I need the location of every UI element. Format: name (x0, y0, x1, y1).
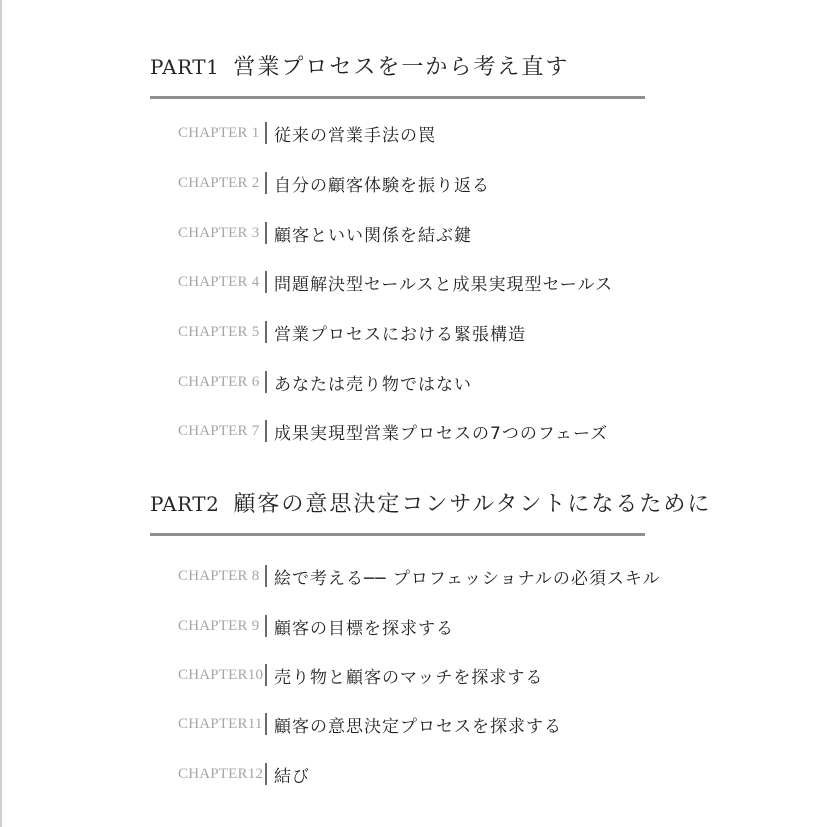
chapter-separator (265, 222, 267, 244)
chapter-entry[interactable] (178, 218, 472, 248)
part-divider (150, 96, 645, 99)
chapter-title: 問題解決型セールスと成果実現型セールス (274, 274, 613, 295)
chapter-entry[interactable] (178, 759, 310, 789)
chapter-entry[interactable] (178, 416, 608, 446)
chapter-number: CHAPTER 6 (178, 373, 260, 390)
chapter-title: 顧客の目標を探求する (274, 618, 454, 639)
part-divider (150, 533, 645, 536)
chapter-title: 絵で考える── プロフェッショナルの必須スキル (274, 568, 661, 589)
chapter-title: 従来の営業手法の罠 (274, 125, 436, 146)
chapter-entry[interactable] (178, 611, 454, 641)
chapter-separator (265, 763, 267, 785)
chapter-separator (265, 664, 267, 686)
chapter-title: 結び (274, 766, 310, 787)
chapter-title: 自分の顧客体験を振り返る (274, 175, 490, 196)
chapter-number: CHAPTER 9 (178, 617, 260, 634)
chapter-entry[interactable] (178, 660, 543, 690)
chapter-number: CHAPTER 7 (178, 422, 260, 439)
chapter-number: CHAPTER11 (178, 715, 263, 732)
chapter-separator (265, 122, 267, 144)
chapter-number: CHAPTER 1 (178, 124, 260, 141)
chapter-number: CHAPTER 5 (178, 323, 260, 340)
chapter-number: CHAPTER 3 (178, 224, 260, 241)
chapter-entry[interactable] (178, 561, 661, 591)
chapter-separator (265, 565, 267, 587)
chapter-separator (265, 172, 267, 194)
chapter-separator (265, 371, 267, 393)
chapter-separator (265, 615, 267, 637)
part-number: PART2 (150, 492, 220, 516)
chapter-number: CHAPTER12 (178, 765, 264, 782)
chapter-title: 成果実現型営業プロセスの7つのフェーズ (274, 423, 609, 444)
chapter-separator (265, 271, 267, 293)
part-1-header (150, 50, 645, 99)
chapter-entry[interactable] (178, 168, 490, 198)
chapter-number: CHAPTER 4 (178, 273, 260, 290)
chapter-separator (265, 321, 267, 343)
chapter-title: 顧客といい関係を結ぶ鍵 (274, 225, 472, 246)
chapter-number: CHAPTER 8 (178, 567, 260, 584)
chapter-number: CHAPTER10 (178, 666, 264, 683)
chapter-title: あなたは売り物ではない (274, 374, 472, 395)
part-title: 顧客の意思決定コンサルタントになるために (233, 492, 712, 517)
chapter-separator (265, 713, 267, 735)
page-edge (0, 0, 2, 827)
chapter-entry[interactable] (178, 367, 472, 397)
chapter-entry[interactable] (178, 317, 526, 347)
chapter-entry[interactable] (178, 267, 613, 297)
part-number: PART1 (150, 55, 220, 79)
part-2-header (150, 487, 712, 536)
chapter-separator (265, 420, 267, 442)
chapter-title: 売り物と顧客のマッチを探求する (274, 667, 544, 688)
chapter-entry[interactable] (178, 118, 436, 148)
part-heading (150, 50, 645, 90)
chapter-title: 顧客の意思決定プロセスを探求する (274, 716, 562, 737)
chapter-title: 営業プロセスにおける緊張構造 (274, 324, 526, 345)
part-title: 営業プロセスを一から考え直す (233, 55, 570, 80)
chapter-entry[interactable] (178, 709, 562, 739)
chapter-number: CHAPTER 2 (178, 174, 260, 191)
part-heading (150, 487, 712, 527)
